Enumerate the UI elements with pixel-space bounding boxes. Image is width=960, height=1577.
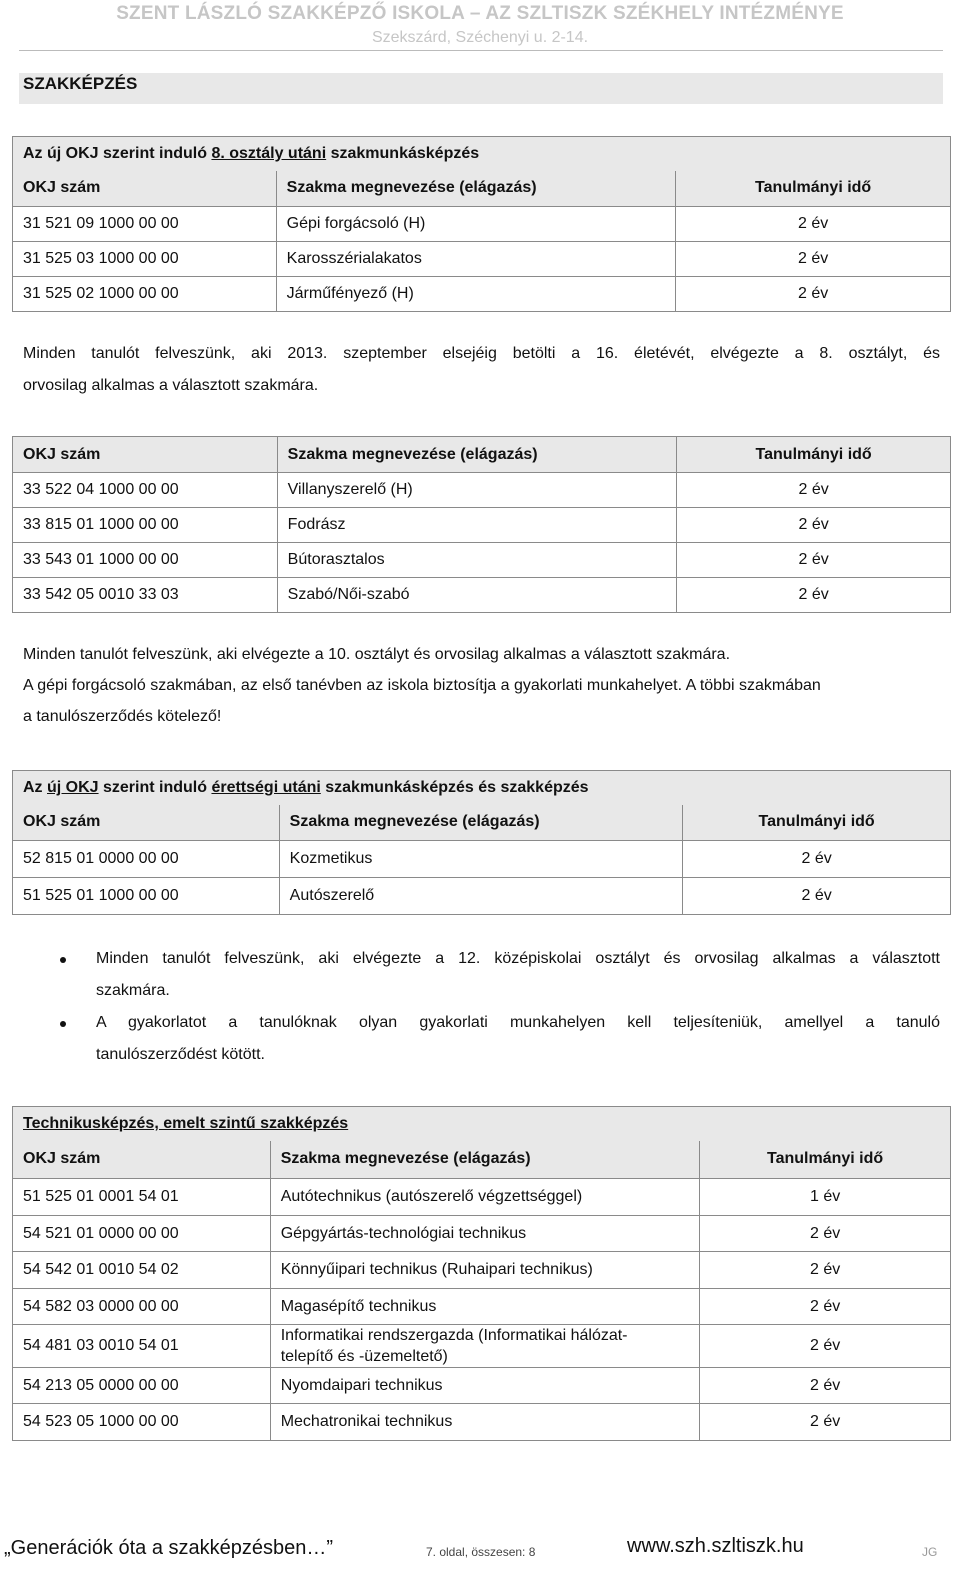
- duration-cell: 1 év: [700, 1179, 951, 1216]
- okj-cell: 33 522 04 1000 00 00: [13, 473, 278, 508]
- table-post-secondary: [12, 770, 951, 915]
- title-emphasis: érettségi utáni: [211, 778, 321, 796]
- col-header-name: Szakma megnevezése (elágazás): [277, 437, 677, 473]
- duration-cell: 2 év: [700, 1289, 951, 1325]
- okj-cell: 33 543 01 1000 00 00: [13, 543, 278, 578]
- profession-cell: Gépgyártás-technológiai technikus: [270, 1216, 700, 1252]
- duration-cell: 2 év: [683, 878, 951, 915]
- profession-cell: Mechatronikai technikus: [270, 1404, 700, 1441]
- note-paragraph: Minden tanulót felveszünk, aki elvégezte a 10. osztályt és orvosilag alkalmas a választott szakmára.: [23, 646, 731, 663]
- note-paragraph: a tanulószerződés kötelező!: [23, 708, 222, 725]
- profession-cell: Autótechnikus (autószerelő végzettséggel): [270, 1179, 700, 1216]
- duration-cell: 2 év: [676, 277, 951, 312]
- table-row: [13, 1404, 951, 1441]
- table-title-row: [13, 771, 951, 805]
- note-paragraph: orvosilag alkalmas a választott szakmára.: [23, 377, 319, 394]
- table-header-row: [13, 1141, 951, 1179]
- table-technician: [12, 1106, 951, 1441]
- col-header-okj: OKJ szám: [13, 437, 278, 473]
- section-title: SZAKKÉPZÉS: [23, 74, 138, 93]
- footer-url: www.szh.szltiszk.hu: [627, 1535, 804, 1557]
- table-row: [13, 1325, 951, 1368]
- col-header-name: Szakma megnevezése (elágazás): [270, 1141, 700, 1179]
- table-header-row: [13, 171, 951, 207]
- footer-slogan: „Generációk óta a szakképzésben…”: [4, 1537, 334, 1559]
- table-row: [13, 578, 951, 613]
- bullet-icon: [60, 957, 66, 963]
- duration-cell: 2 év: [700, 1325, 951, 1368]
- title-emphasis: új OKJ: [47, 778, 99, 796]
- okj-cell: 51 525 01 1000 00 00: [13, 878, 280, 915]
- bullet-list: [23, 943, 940, 1071]
- section-title-bar: [19, 73, 943, 104]
- profession-cell: Villanyszerelő (H): [277, 473, 677, 508]
- duration-cell: 2 év: [700, 1252, 951, 1289]
- table-row: [13, 1368, 951, 1404]
- profession-cell: [270, 1325, 700, 1368]
- table-8th-grade: [12, 136, 951, 312]
- bullet-text: Minden tanulót felveszünk, aki elvégezte a 12. középiskolai osztályt és orvosilag alkalmas a választott: [96, 950, 940, 967]
- duration-cell: 2 év: [700, 1404, 951, 1441]
- profession-cell: Karosszérialakatos: [276, 242, 676, 277]
- table-row: [13, 277, 951, 312]
- col-header-duration: Tanulmányi idő: [676, 171, 951, 207]
- title-text: Technikusképzés, emelt szintű szakképzés: [23, 1114, 349, 1132]
- table-row: [13, 878, 951, 915]
- table-row: [13, 841, 951, 878]
- title-text: Az: [23, 778, 47, 796]
- bullet-text: A gyakorlatot a tanulóknak olyan gyakorlati munkahelyen kell teljesíteniük, amellyel a tanuló: [96, 1014, 940, 1031]
- okj-cell: 33 815 01 1000 00 00: [13, 508, 278, 543]
- okj-cell: 31 525 03 1000 00 00: [13, 242, 277, 277]
- note-paragraph: A gépi forgácsoló szakmában, az első tanévben az iskola biztosítja a gyakorlati munkahelyet. A többi szakmában: [23, 677, 821, 694]
- okj-cell: 54 542 01 0010 54 02: [13, 1252, 271, 1289]
- bullet-text: szakmára.: [96, 982, 170, 999]
- profession-cell: Könnyűipari technikus (Ruhaipari technikus): [270, 1252, 700, 1289]
- okj-cell: 54 213 05 0000 00 00: [13, 1368, 271, 1404]
- okj-cell: 54 582 03 0000 00 00: [13, 1289, 271, 1325]
- col-header-duration: Tanulmányi idő: [683, 805, 951, 841]
- profession-line: telepítő és -üzemeltető): [280, 1348, 448, 1365]
- col-header-name: Szakma megnevezése (elágazás): [276, 171, 676, 207]
- okj-cell: 54 521 01 0000 00 00: [13, 1216, 271, 1252]
- title-emphasis: 8. osztály utáni: [211, 144, 327, 162]
- table-header-row: [13, 805, 951, 841]
- table-row: [13, 207, 951, 242]
- duration-cell: 2 év: [677, 508, 951, 543]
- col-header-okj: OKJ szám: [13, 1141, 271, 1179]
- duration-cell: 2 év: [700, 1216, 951, 1252]
- bullet-item: [23, 943, 940, 1007]
- duration-cell: 2 év: [700, 1368, 951, 1404]
- profession-cell: Szabó/Női-szabó: [277, 578, 677, 613]
- col-header-okj: OKJ szám: [13, 171, 277, 207]
- title-text: szakmunkásképzés: [326, 144, 480, 162]
- bullet-icon: [60, 1021, 66, 1027]
- col-header-okj: OKJ szám: [13, 805, 280, 841]
- duration-cell: 2 év: [676, 207, 951, 242]
- duration-cell: 2 év: [676, 242, 951, 277]
- table-title: [13, 771, 951, 805]
- duration-cell: 2 év: [683, 841, 951, 878]
- profession-cell: Magasépítő technikus: [270, 1289, 700, 1325]
- bullet-text: tanulószerződést kötött.: [96, 1046, 265, 1063]
- header-divider: [19, 50, 943, 51]
- okj-cell: 52 815 01 0000 00 00: [13, 841, 280, 878]
- col-header-duration: Tanulmányi idő: [700, 1141, 951, 1179]
- okj-cell: 31 521 09 1000 00 00: [13, 207, 277, 242]
- table-title-row: [13, 1107, 951, 1141]
- table-row: [13, 1252, 951, 1289]
- table-row: [13, 473, 951, 508]
- duration-cell: 2 év: [677, 543, 951, 578]
- profession-cell: Fodrász: [277, 508, 677, 543]
- footer-page-number: 7. oldal, összesen: 8: [426, 1545, 536, 1559]
- note-paragraph: Minden tanulót felveszünk, aki 2013. szeptember elsejéig betölti a 16. életévét, elvégezte a 8. osztályt, és: [23, 345, 940, 362]
- profession-line: Informatikai rendszergazda (Informatikai hálózat-: [280, 1327, 628, 1344]
- table-row: [13, 1289, 951, 1325]
- table-row: [13, 242, 951, 277]
- profession-cell: Autószerelő: [279, 878, 683, 915]
- title-text: Az új OKJ szerint induló: [23, 144, 212, 162]
- school-name: SZENT LÁSZLÓ SZAKKÉPZŐ ISKOLA – AZ SZLTISZK SZÉKHELY INTÉZMÉNYE: [116, 3, 844, 24]
- title-text: szerint induló: [98, 778, 212, 796]
- okj-cell: 33 542 05 0010 33 03: [13, 578, 278, 613]
- table-row: [13, 543, 951, 578]
- profession-cell: Járműfényező (H): [276, 277, 676, 312]
- table-row: [13, 1216, 951, 1252]
- table-title: [13, 1107, 951, 1141]
- duration-cell: 2 év: [677, 578, 951, 613]
- table-title: [13, 137, 951, 171]
- table-10th-grade: [12, 436, 951, 613]
- okj-cell: 31 525 02 1000 00 00: [13, 277, 277, 312]
- profession-cell: Gépi forgácsoló (H): [276, 207, 676, 242]
- profession-cell: Nyomdaipari technikus: [270, 1368, 700, 1404]
- table-header-row: [13, 437, 951, 473]
- okj-cell: 51 525 01 0001 54 01: [13, 1179, 271, 1216]
- profession-cell: Bútorasztalos: [277, 543, 677, 578]
- table-row: [13, 1179, 951, 1216]
- duration-cell: 2 év: [677, 473, 951, 508]
- school-address: Szekszárd, Széchenyi u. 2-14.: [371, 29, 589, 46]
- col-header-duration: Tanulmányi idő: [677, 437, 951, 473]
- okj-cell: 54 523 05 1000 00 00: [13, 1404, 271, 1441]
- table-title-row: [13, 137, 951, 171]
- col-header-name: Szakma megnevezése (elágazás): [279, 805, 683, 841]
- table-row: [13, 508, 951, 543]
- title-text: szakmunkásképzés és szakképzés: [320, 778, 589, 796]
- footer-initials: JG: [922, 1545, 938, 1559]
- profession-cell: Kozmetikus: [279, 841, 683, 878]
- okj-cell: 54 481 03 0010 54 01: [13, 1325, 271, 1368]
- bullet-item: [23, 1007, 940, 1071]
